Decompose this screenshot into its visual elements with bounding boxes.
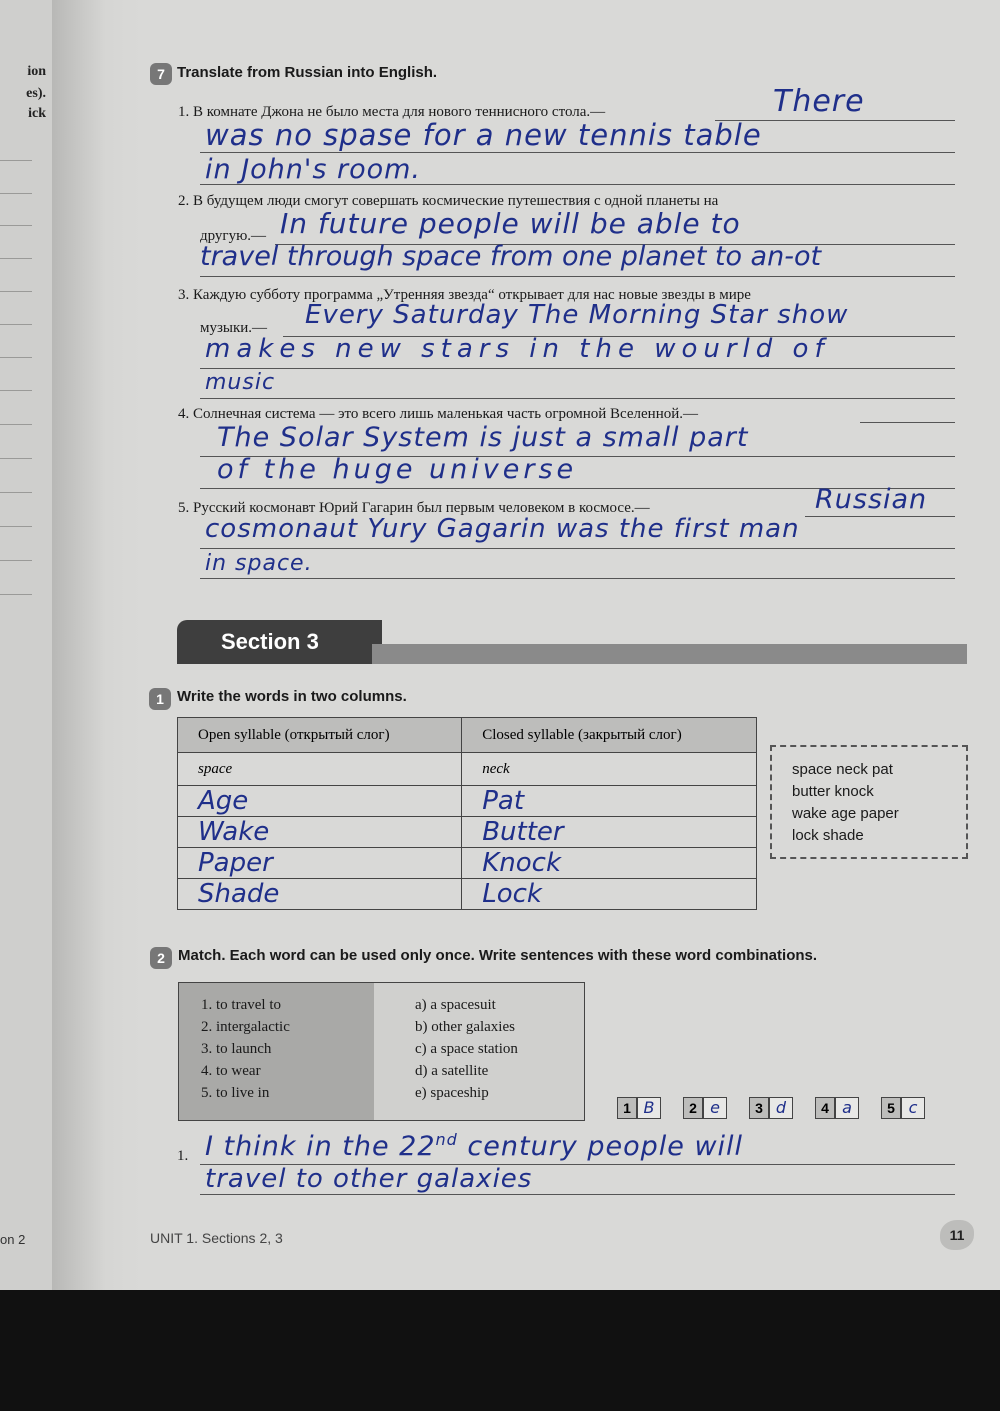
answer-box[interactable]: 5 c	[881, 1097, 925, 1117]
column-header: Closed syllable (закрытый слог)	[462, 718, 757, 753]
table-cell[interactable]: Shade	[178, 879, 462, 910]
word-bank-line: butter knock	[792, 783, 874, 800]
task-number-badge: 7	[150, 63, 172, 85]
match-right-item: a) a spacesuit	[415, 997, 496, 1013]
handwritten-answer: There	[773, 84, 865, 119]
left-fragment: es).	[26, 86, 46, 101]
section-title: Section 3	[221, 629, 319, 654]
match-right-item: d) a satellite	[415, 1063, 489, 1079]
handwritten-answer: In future people will be able to	[280, 207, 741, 240]
match-left-item: 1. to travel to	[201, 997, 281, 1013]
example-cell: neck	[462, 753, 757, 786]
question-text: 4. Солнечная система — это всего лишь маленькая часть огромной Вселенной.—	[178, 406, 699, 422]
answer-box[interactable]: 2 e	[683, 1097, 727, 1117]
match-right-item: c) a space station	[415, 1041, 518, 1057]
match-right-item: e) spaceship	[415, 1085, 489, 1101]
table-cell[interactable]: Lock	[462, 879, 757, 910]
question-text: 1. В комнате Джона не было места для нового теннисного стола.—	[178, 104, 606, 120]
task-number-badge: 1	[149, 688, 171, 710]
task-title: Write the words in two columns.	[177, 688, 407, 705]
handwritten-answer: of the huge universe	[217, 454, 578, 485]
handwritten-answer: music	[205, 370, 276, 395]
handwritten-sentence: I think in the 22nd century people will	[205, 1130, 744, 1162]
left-fragment: ick	[28, 106, 46, 121]
book-gutter	[52, 0, 142, 1290]
handwritten-answer: in John's room.	[205, 154, 421, 185]
handwritten-answer: was no spase for a new tennis table	[205, 118, 762, 152]
table-cell[interactable]: Butter	[462, 817, 757, 848]
table-cell[interactable]: Wake	[178, 817, 462, 848]
question-text: 3. Каждую субботу программа „Утренняя звезда“ открывает для нас новые звезды в мире	[178, 287, 751, 303]
previous-page-edge	[0, 0, 54, 1290]
column-header: Open syllable (открытый слог)	[178, 718, 462, 753]
handwritten-answer: travel through space from one planet to an-ot	[200, 241, 822, 272]
left-fragment: ion	[27, 64, 46, 79]
answer-box[interactable]: 1 B	[617, 1097, 661, 1117]
table-cell[interactable]: Pat	[462, 786, 757, 817]
sentence-number: 1.	[177, 1148, 189, 1164]
handwritten-answer: The Solar System is just a small part	[217, 422, 749, 453]
handwritten-answer: Russian	[815, 484, 928, 515]
task-title: Translate from Russian into English.	[177, 64, 438, 81]
word-bank-line: lock shade	[792, 827, 864, 844]
question-text: другую.—	[200, 228, 267, 244]
handwritten-answer: cosmonaut Yury Gagarin was the first man	[205, 514, 800, 544]
syllable-table	[177, 717, 757, 910]
example-cell: space	[178, 753, 462, 786]
handwritten-answer: in space.	[205, 551, 313, 576]
match-left-item: 2. intergalactic	[201, 1019, 290, 1035]
footer-unit-label: UNIT 1. Sections 2, 3	[150, 1230, 283, 1246]
match-left-item: 5. to live in	[201, 1085, 270, 1101]
workbook-page	[145, 0, 975, 1290]
question-text: 2. В будущем люди смогут совершать космические путешествия с одной планеты на	[178, 193, 719, 209]
handwritten-answer: makes new stars in the wourld of	[205, 334, 830, 364]
answer-box[interactable]: 3 d	[749, 1097, 793, 1117]
table-cell[interactable]: Knock	[462, 848, 757, 879]
handwritten-answer: Evеry Saturday The Morning Star show	[305, 300, 849, 330]
match-left-item: 4. to wear	[201, 1063, 261, 1079]
table-cell[interactable]: Age	[178, 786, 462, 817]
page-number: 11	[940, 1220, 974, 1250]
match-left-item: 3. to launch	[201, 1041, 272, 1057]
section-banner	[177, 620, 967, 664]
match-box	[178, 982, 585, 1121]
question-text: музыки.—	[200, 320, 268, 336]
table-cell[interactable]: Paper	[178, 848, 462, 879]
question-text: 5. Русский космонавт Юрий Гагарин был первым человеком в космосе.—	[178, 500, 650, 516]
answer-box[interactable]: 4 a	[815, 1097, 859, 1117]
word-bank-line: wake age paper	[792, 805, 899, 822]
task-title: Match. Each word can be used only once. Write sentences with these word combinations.	[178, 947, 818, 964]
match-right-item: b) other galaxies	[415, 1019, 515, 1035]
word-bank-line: space neck pat	[792, 761, 893, 778]
handwritten-sentence: travel to other galaxies	[205, 1164, 533, 1194]
left-footer-fragment: on 2	[0, 1232, 26, 1247]
word-bank	[770, 745, 968, 859]
task-number-badge: 2	[150, 947, 172, 969]
